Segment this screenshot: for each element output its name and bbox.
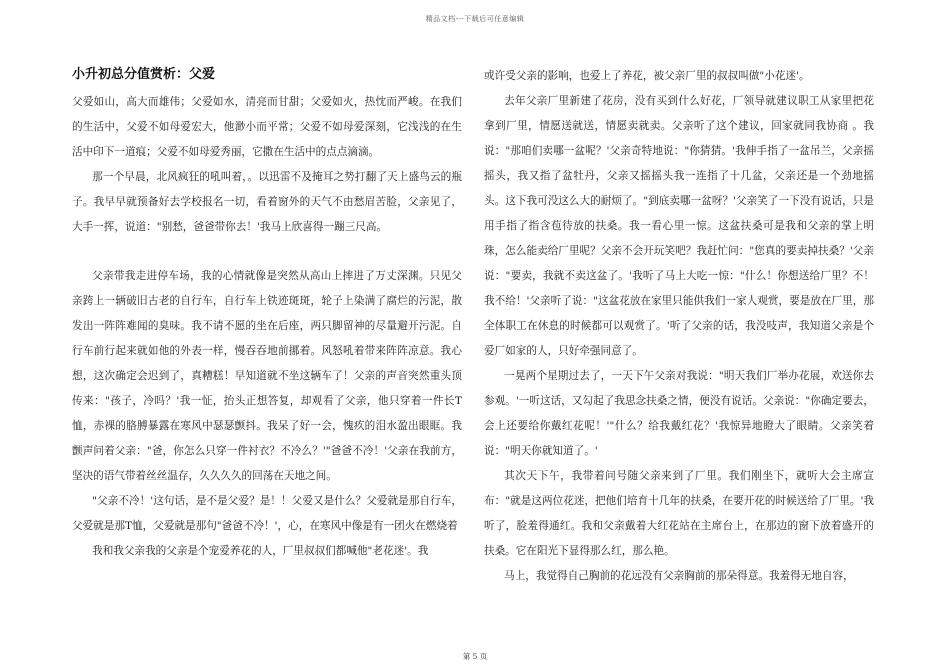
paragraph-spacer [72,240,462,264]
paragraph: 一晃两个星期过去了，一天下午父亲对我说："明天我们厂举办花展，欢送你去参观。'一听这话，又勾起了我思念扶桑之情，便没有说话。父亲说："你确定要去，会上还要给你戴红花呢！'"什么？给我戴红花？'我惊异地瞪大了眼睛。父亲笑着说："明天你就知道了。' [484,370,874,457]
right-column [484,64,874,589]
paragraph: 马上，我觉得自己胸前的花远没有父亲胸前的那朵得意。我羞得无地自容， [504,570,854,582]
paragraph: "父亲不冷！'这句话，是不是父爱？是！！父爱又是什么？父爱就是那自行车，父爱就是那T恤，父爱就是那句"爸爸不冷！'，心，在寒风中像是有一团火在燃烧着 [72,495,462,532]
paragraph: 父亲带我走进停车场，我的心情就像是突然从高山上摔进了万丈深渊。只见父亲跨上一辆破旧古老的自行车，自行车上铁迹斑斑，轮子上染满了腐烂的污泥，散发出一阵阵难闻的臭味。我不请不愿的坐在后座，两只脚留神的尽量避开污泥。自行车前行起来就如他的外表一样，慢吞吞地前挪着。风怒吼着带来阵阵凉意。我心想，这次确定会迟到了，真糟糕！早知道就不坐这辆车了！父亲的声音突然重头顶传来："孩子，冷吗？'我一怔，抬头正想答复，却观看了父亲，他只穿着一件长T恤，赤裸的胳膊暴露在寒风中瑟瑟颤抖。我呆了好一会，愧疚的泪水盈出眼眶。我颤声问着父亲："爸，你怎么只穿一件衬衣？不冷么？'"爸爸不冷！'父亲在我前方，坚决的语气带着丝丝温存，久久久久的回荡在天地之间。 [72,270,462,482]
paragraph: 我和我父亲我的父亲是个宠爱养花的人，厂里叔叔们都喊他"老花迷'。我 [92,545,429,557]
paragraph: 父爱如山，高大而雄伟；父爱如水，清亮而甘甜；父爱如火，热忱而严峻。在我们的生活中，父爱不如母爱宏大，他渺小而平常；父爱不如母爱深刻，它浅浅的在生活中印下一道痕；父爱不如母爱秀丽，它撒在生活中的点点滴滴。 [72,96,462,158]
left-column [72,64,462,564]
article-title: 小升初总分值赏析：父爱 [72,67,216,82]
page-number: 第 5 页 [462,652,488,661]
paragraph: 或许受父亲的影响，也爱上了养花，被父亲厂里的叔叔叫做"小花迷'。 [484,70,810,82]
page-header: 精品文档---下载后可任意编辑 [425,15,525,23]
paragraph: 去年父亲厂里新建了花房，没有买到什么好花，厂领导就建议职工从家里把花拿到厂里，情愿送就送，情愿卖就卖。父亲听了这个建议，回家就同我协商 。我说："那咱们卖哪一盆呢？'父亲奇特地说："你猜猜。'我伸手指了一盆吊兰，父亲摇摇头，我又指了盆牡丹，父亲又摇摇头我一连指了十几盆，父亲还是一个劲地摇头。这下我可没这么大的耐烦了。"到底卖哪一盆呀？'父亲笑了一下没有说话，只是用手指了指含苞待放的扶桑。我一看心里一惊。这盆扶桑可是我和父亲的掌上明珠，怎么能卖给厂里呢？父亲不会开玩笑吧？我赶忙问："您真的要卖掉扶桑？'父亲说："要卖，我就不卖这盆了。'我听了马上大吃一惊："什么！你想送给厂里？不！我不给！'父亲听了说："这盆花放在家里只能供我们一家人观赏，要是放在厂里，那全体职工在休息的时候都可以观赏了。'听了父亲的话，我没吱声，我知道父亲是个爱厂如家的人，只好牵强同意了。 [484,95,874,357]
paragraph: 其次天下午，我带着问号随父亲来到了厂里。我们刚坐下，就听大会主席宣布："就是这两位花迷，把他们培育十几年的扶桑，在要开花的时候送给了厂里。'我听了，脸羞得通红。我和父亲戴着大红花站在主席台上，在那边的窗下放着盛开的扶桑。它在阳光下显得那么红，那么艳。 [484,470,874,557]
paragraph: 那一个早晨，北风疯狂的吼叫着，。以迅雷不及掩耳之势打翻了天上盛鸟云的瓶子。我早早就预备好去学校报名一切，看着窗外的天气不由愁眉苦脸，父亲见了，大手一挥，说道："别愁，爸爸带你去！'我马上欣喜得一蹦三尺高。 [72,171,462,233]
